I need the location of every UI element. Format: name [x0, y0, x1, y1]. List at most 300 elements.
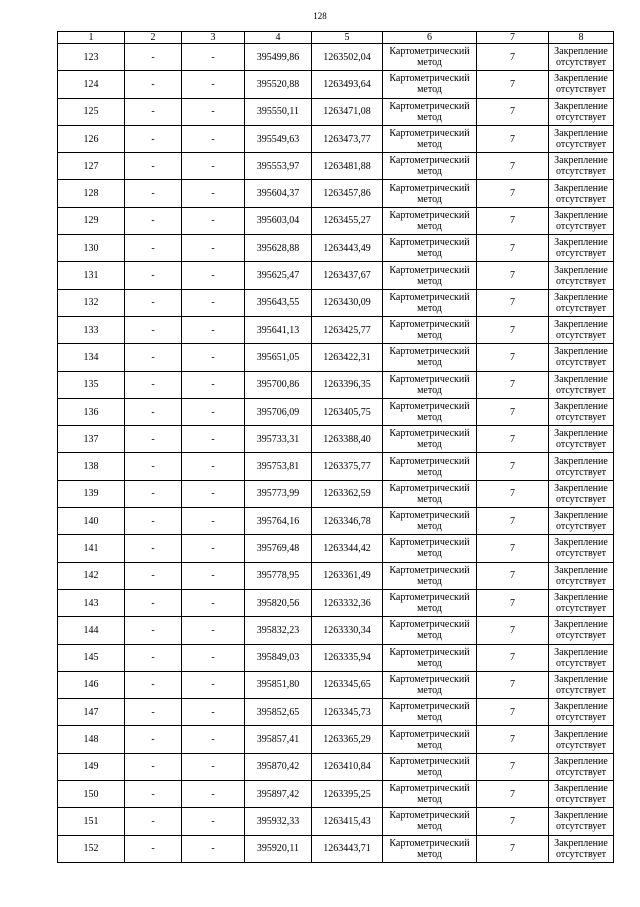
empty-dash: -: [182, 589, 245, 616]
empty-dash: -: [125, 44, 182, 71]
fixation-cell: [549, 453, 614, 480]
point-number: 123: [58, 44, 125, 71]
empty-dash: -: [125, 562, 182, 589]
column-header: 5: [312, 32, 383, 44]
point-number: 147: [58, 699, 125, 726]
empty-dash: -: [182, 508, 245, 535]
table-body: [58, 44, 614, 863]
coordinate-y: 1263344,42: [312, 535, 383, 562]
accuracy-value: 7: [477, 808, 549, 835]
fixation-text: отсутствует: [555, 766, 607, 778]
fixation-text: Закрепление: [554, 373, 608, 385]
table-row: [58, 480, 614, 507]
coordinate-y: 1263430,09: [312, 289, 383, 316]
empty-dash: -: [125, 453, 182, 480]
coordinate-y: 1263415,43: [312, 808, 383, 835]
method-cell: [383, 453, 477, 480]
fixation-cell: [549, 316, 614, 343]
fixation-text: отсутствует: [555, 712, 607, 724]
coordinate-x: 395499,86: [245, 44, 312, 71]
fixation-cell: [549, 644, 614, 671]
method-text: Картометрический: [389, 728, 470, 740]
fixation-cell: [549, 235, 614, 262]
empty-dash: -: [182, 398, 245, 425]
accuracy-value: 7: [477, 644, 549, 671]
coordinate-x: 395733,31: [245, 426, 312, 453]
accuracy-value: 7: [477, 699, 549, 726]
coordinate-y: 1263455,27: [312, 207, 383, 234]
method-cell: [383, 562, 477, 589]
point-number: 131: [58, 262, 125, 289]
coordinate-x: 395852,65: [245, 699, 312, 726]
accuracy-value: 7: [477, 426, 549, 453]
method-text: метод: [417, 493, 442, 505]
point-number: 134: [58, 344, 125, 371]
method-text: Картометрический: [389, 564, 470, 576]
point-number: 129: [58, 207, 125, 234]
method-text: Картометрический: [389, 837, 470, 849]
fixation-cell: [549, 726, 614, 753]
empty-dash: -: [125, 781, 182, 808]
point-number: 143: [58, 589, 125, 616]
fixation-text: отсутствует: [555, 466, 607, 478]
method-text: метод: [417, 684, 442, 696]
point-number: 128: [58, 180, 125, 207]
accuracy-value: 7: [477, 589, 549, 616]
accuracy-value: 7: [477, 617, 549, 644]
method-cell: [383, 589, 477, 616]
empty-dash: -: [182, 781, 245, 808]
fixation-text: отсутствует: [555, 630, 607, 642]
point-number: 148: [58, 726, 125, 753]
coordinate-x: 395849,03: [245, 644, 312, 671]
fixation-text: Закрепление: [554, 128, 608, 140]
point-number: 136: [58, 398, 125, 425]
fixation-text: Закрепление: [554, 46, 608, 58]
method-text: метод: [417, 575, 442, 587]
method-text: Картометрический: [389, 646, 470, 658]
fixation-text: Закрепление: [554, 155, 608, 167]
coordinate-x: 395851,80: [245, 671, 312, 698]
empty-dash: -: [125, 508, 182, 535]
fixation-cell: [549, 480, 614, 507]
fixation-cell: [549, 562, 614, 589]
table-row: [58, 562, 614, 589]
accuracy-value: 7: [477, 316, 549, 343]
fixation-text: отсутствует: [555, 330, 607, 342]
coordinate-x: 395520,88: [245, 71, 312, 98]
fixation-text: отсутствует: [555, 248, 607, 260]
coordinate-y: 1263335,94: [312, 644, 383, 671]
empty-dash: -: [182, 726, 245, 753]
point-number: 151: [58, 808, 125, 835]
table-row: [58, 207, 614, 234]
fixation-cell: [549, 125, 614, 152]
method-text: метод: [417, 57, 442, 69]
method-cell: [383, 98, 477, 125]
coordinate-x: 395641,13: [245, 316, 312, 343]
coordinate-y: 1263471,08: [312, 98, 383, 125]
coordinate-x: 395604,37: [245, 180, 312, 207]
empty-dash: -: [182, 235, 245, 262]
point-number: 125: [58, 98, 125, 125]
coordinate-y: 1263345,65: [312, 671, 383, 698]
method-cell: [383, 344, 477, 371]
empty-dash: -: [125, 207, 182, 234]
method-cell: [383, 289, 477, 316]
fixation-text: отсутствует: [555, 357, 607, 369]
point-number: 146: [58, 671, 125, 698]
coordinate-y: 1263345,73: [312, 699, 383, 726]
method-cell: [383, 508, 477, 535]
coordinate-y: 1263457,86: [312, 180, 383, 207]
fixation-text: Закрепление: [554, 401, 608, 412]
coordinate-y: 1263332,36: [312, 589, 383, 616]
point-number: 132: [58, 289, 125, 316]
empty-dash: -: [125, 726, 182, 753]
method-cell: [383, 699, 477, 726]
empty-dash: -: [182, 153, 245, 180]
accuracy-value: 7: [477, 398, 549, 425]
fixation-text: Закрепление: [554, 291, 608, 303]
accuracy-value: 7: [477, 835, 549, 862]
fixation-cell: [549, 426, 614, 453]
point-number: 139: [58, 480, 125, 507]
table-row: [58, 98, 614, 125]
fixation-text: отсутствует: [555, 521, 607, 533]
coordinate-y: 1263375,77: [312, 453, 383, 480]
coordinate-y: 1263473,77: [312, 125, 383, 152]
fixation-text: Закрепление: [554, 455, 608, 467]
fixation-text: Закрепление: [554, 837, 608, 849]
table-row: [58, 316, 614, 343]
method-text: метод: [417, 275, 442, 287]
method-text: Картометрический: [389, 701, 470, 713]
table-row: [58, 153, 614, 180]
table-row: [58, 753, 614, 780]
coordinate-y: 1263437,67: [312, 262, 383, 289]
fixation-cell: [549, 398, 614, 425]
fixation-cell: [549, 753, 614, 780]
fixation-cell: [549, 153, 614, 180]
table-row: [58, 781, 614, 808]
method-text: Картометрический: [389, 182, 470, 194]
point-number: 138: [58, 453, 125, 480]
empty-dash: -: [125, 71, 182, 98]
fixation-text: Закрепление: [554, 592, 608, 604]
coordinate-x: 395549,63: [245, 125, 312, 152]
empty-dash: -: [125, 808, 182, 835]
method-cell: [383, 426, 477, 453]
empty-dash: -: [125, 535, 182, 562]
table-row: [58, 617, 614, 644]
empty-dash: -: [125, 699, 182, 726]
empty-dash: -: [182, 480, 245, 507]
fixation-text: отсутствует: [555, 439, 607, 451]
fixation-text: Закрепление: [554, 510, 608, 522]
column-header: 8: [549, 32, 614, 44]
empty-dash: -: [182, 699, 245, 726]
coordinate-y: 1263330,34: [312, 617, 383, 644]
accuracy-value: 7: [477, 289, 549, 316]
empty-dash: -: [125, 344, 182, 371]
empty-dash: -: [182, 453, 245, 480]
fixation-text: Закрепление: [554, 264, 608, 276]
method-text: метод: [417, 603, 442, 615]
column-header: 6: [383, 32, 477, 44]
empty-dash: -: [182, 98, 245, 125]
fixation-text: отсутствует: [555, 111, 607, 123]
point-number: 126: [58, 125, 125, 152]
fixation-text: Закрепление: [554, 428, 608, 440]
method-text: метод: [417, 248, 442, 260]
fixation-text: Закрепление: [554, 783, 608, 795]
method-text: метод: [417, 357, 442, 369]
table-row: [58, 235, 614, 262]
coordinate-y: 1263396,35: [312, 371, 383, 398]
table-row: [58, 726, 614, 753]
fixation-cell: [549, 44, 614, 71]
method-text: метод: [417, 439, 442, 451]
fixation-text: отсутствует: [555, 412, 607, 423]
method-text: метод: [417, 794, 442, 806]
empty-dash: -: [125, 371, 182, 398]
accuracy-value: 7: [477, 508, 549, 535]
accuracy-value: 7: [477, 71, 549, 98]
empty-dash: -: [125, 753, 182, 780]
point-number: 133: [58, 316, 125, 343]
empty-dash: -: [125, 262, 182, 289]
page-number: 128: [313, 11, 327, 21]
fixation-text: Закрепление: [554, 209, 608, 221]
table-row: [58, 371, 614, 398]
coordinate-y: 1263443,49: [312, 235, 383, 262]
table-row: [58, 671, 614, 698]
coordinate-y: 1263493,64: [312, 71, 383, 98]
fixation-cell: [549, 808, 614, 835]
fixation-text: Закрепление: [554, 810, 608, 822]
empty-dash: -: [182, 371, 245, 398]
empty-dash: -: [182, 344, 245, 371]
method-text: Картометрический: [389, 428, 470, 440]
coordinate-x: 395870,42: [245, 753, 312, 780]
empty-dash: -: [182, 644, 245, 671]
method-text: Картометрический: [389, 237, 470, 249]
method-cell: [383, 617, 477, 644]
accuracy-value: 7: [477, 453, 549, 480]
empty-dash: -: [125, 644, 182, 671]
empty-dash: -: [182, 753, 245, 780]
empty-dash: -: [125, 180, 182, 207]
table-row: [58, 699, 614, 726]
coordinate-x: 395625,47: [245, 262, 312, 289]
method-cell: [383, 125, 477, 152]
coordinate-y: 1263425,77: [312, 316, 383, 343]
empty-dash: -: [182, 125, 245, 152]
method-cell: [383, 207, 477, 234]
point-number: 141: [58, 535, 125, 562]
fixation-text: отсутствует: [555, 275, 607, 287]
coordinate-y: 1263481,88: [312, 153, 383, 180]
coordinate-y: 1263365,29: [312, 726, 383, 753]
coordinate-y: 1263395,25: [312, 781, 383, 808]
column-header: 1: [58, 32, 125, 44]
method-cell: [383, 398, 477, 425]
table-row: [58, 125, 614, 152]
fixation-text: Закрепление: [554, 564, 608, 576]
coordinate-x: 395550,11: [245, 98, 312, 125]
empty-dash: -: [182, 289, 245, 316]
accuracy-value: 7: [477, 753, 549, 780]
coordinate-x: 395920,11: [245, 835, 312, 862]
fixation-text: Закрепление: [554, 182, 608, 194]
coordinate-x: 395773,99: [245, 480, 312, 507]
point-number: 144: [58, 617, 125, 644]
fixation-text: отсутствует: [555, 57, 607, 69]
accuracy-value: 7: [477, 207, 549, 234]
method-text: метод: [417, 848, 442, 860]
method-cell: [383, 644, 477, 671]
empty-dash: -: [182, 262, 245, 289]
method-text: Картометрический: [389, 537, 470, 549]
method-cell: [383, 535, 477, 562]
fixation-cell: [549, 508, 614, 535]
method-text: метод: [417, 330, 442, 342]
method-text: Картометрический: [389, 128, 470, 140]
accuracy-value: 7: [477, 535, 549, 562]
fixation-cell: [549, 180, 614, 207]
empty-dash: -: [125, 98, 182, 125]
fixation-text: отсутствует: [555, 139, 607, 151]
empty-dash: -: [182, 535, 245, 562]
accuracy-value: 7: [477, 671, 549, 698]
accuracy-value: 7: [477, 726, 549, 753]
empty-dash: -: [125, 480, 182, 507]
method-text: метод: [417, 384, 442, 396]
empty-dash: -: [125, 153, 182, 180]
point-number: 135: [58, 371, 125, 398]
accuracy-value: 7: [477, 371, 549, 398]
accuracy-value: 7: [477, 480, 549, 507]
table-row: [58, 808, 614, 835]
fixation-text: Закрепление: [554, 237, 608, 249]
fixation-text: Закрепление: [554, 319, 608, 331]
accuracy-value: 7: [477, 98, 549, 125]
coordinate-y: 1263405,75: [312, 398, 383, 425]
fixation-text: Закрепление: [554, 701, 608, 713]
coordinate-x: 395778,95: [245, 562, 312, 589]
table-row: [58, 426, 614, 453]
empty-dash: -: [182, 180, 245, 207]
method-text: метод: [417, 821, 442, 833]
method-text: метод: [417, 630, 442, 642]
method-text: метод: [417, 412, 442, 423]
table-row: [58, 344, 614, 371]
method-text: Картометрический: [389, 155, 470, 167]
fixation-cell: [549, 671, 614, 698]
point-number: 130: [58, 235, 125, 262]
fixation-text: Закрепление: [554, 73, 608, 85]
coordinates-table: [57, 31, 614, 863]
empty-dash: -: [182, 316, 245, 343]
method-cell: [383, 153, 477, 180]
empty-dash: -: [182, 426, 245, 453]
coordinate-x: 395857,41: [245, 726, 312, 753]
fixation-text: Закрепление: [554, 673, 608, 685]
point-number: 137: [58, 426, 125, 453]
fixation-text: отсутствует: [555, 794, 607, 806]
table-row: [58, 71, 614, 98]
method-cell: [383, 371, 477, 398]
empty-dash: -: [182, 44, 245, 71]
fixation-text: Закрепление: [554, 619, 608, 631]
fixation-text: отсутствует: [555, 493, 607, 505]
fixation-cell: [549, 262, 614, 289]
fixation-text: отсутствует: [555, 220, 607, 232]
method-cell: [383, 316, 477, 343]
fixation-text: отсутствует: [555, 821, 607, 833]
fixation-text: Закрепление: [554, 482, 608, 494]
method-text: метод: [417, 84, 442, 96]
point-number: 140: [58, 508, 125, 535]
accuracy-value: 7: [477, 344, 549, 371]
table-row: [58, 453, 614, 480]
method-cell: [383, 808, 477, 835]
method-cell: [383, 480, 477, 507]
fixation-cell: [549, 589, 614, 616]
method-text: Картометрический: [389, 373, 470, 385]
header-row: [58, 32, 614, 44]
fixation-cell: [549, 781, 614, 808]
point-number: 152: [58, 835, 125, 862]
fixation-text: Закрепление: [554, 100, 608, 112]
method-text: Картометрический: [389, 755, 470, 767]
empty-dash: -: [125, 398, 182, 425]
method-cell: [383, 781, 477, 808]
table-row: [58, 180, 614, 207]
empty-dash: -: [182, 808, 245, 835]
empty-dash: -: [125, 316, 182, 343]
fixation-text: отсутствует: [555, 657, 607, 669]
method-text: Картометрический: [389, 291, 470, 303]
fixation-text: отсутствует: [555, 384, 607, 396]
coordinate-y: 1263410,84: [312, 753, 383, 780]
method-cell: [383, 835, 477, 862]
method-text: метод: [417, 111, 442, 123]
coordinate-x: 395700,86: [245, 371, 312, 398]
accuracy-value: 7: [477, 262, 549, 289]
method-text: метод: [417, 657, 442, 669]
accuracy-value: 7: [477, 781, 549, 808]
fixation-cell: [549, 289, 614, 316]
method-text: Картометрический: [389, 482, 470, 494]
method-cell: [383, 71, 477, 98]
fixation-text: Закрепление: [554, 646, 608, 658]
point-number: 127: [58, 153, 125, 180]
empty-dash: -: [182, 835, 245, 862]
coordinate-x: 395897,42: [245, 781, 312, 808]
empty-dash: -: [182, 207, 245, 234]
coordinate-x: 395820,56: [245, 589, 312, 616]
method-text: Картометрический: [389, 810, 470, 822]
accuracy-value: 7: [477, 125, 549, 152]
fixation-text: отсутствует: [555, 302, 607, 314]
fixation-text: отсутствует: [555, 848, 607, 860]
method-cell: [383, 262, 477, 289]
point-number: 149: [58, 753, 125, 780]
fixation-text: Закрепление: [554, 346, 608, 358]
table-row: [58, 644, 614, 671]
